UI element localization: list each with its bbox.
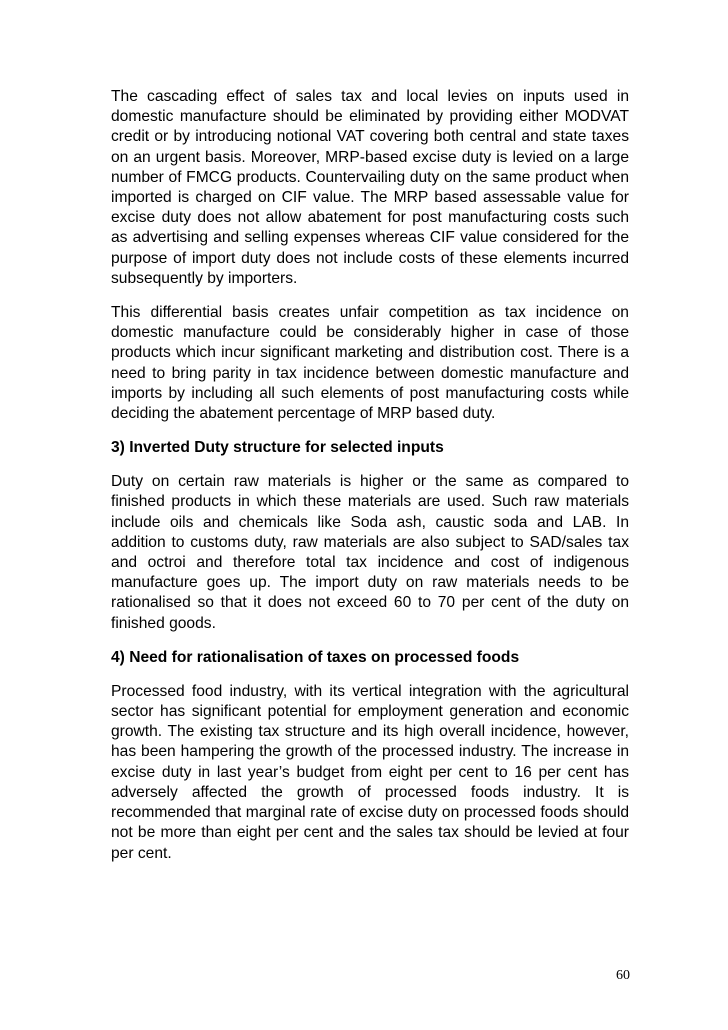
paragraph-differential-basis: This differential basis creates unfair competition as tax incidence on domestic manufacture could be considerably higher in case of those products which incur significant marketing and distribution cost. There is a need to bring parity in tax incidence between domestic manufacture and imports by including all such elements of post manufacturing costs while deciding the abatement percentage of MRP based duty. [111, 304, 629, 423]
paragraph-cascading-effect: The cascading effect of sales tax and local levies on inputs used in domestic manufacture should be eliminated by providing either MODVAT credit or by introducing notional VAT covering both central and state taxes on an urgent basis. Moreover, MRP-based excise duty is levied on a large number of FMCG products. Countervailing duty on the same product when imported is charged on CIF value. The MRP based assessable value for excise duty does not allow abatement for post manufacturing costs such as advertising and selling expenses whereas CIF value considered for the purpose of import duty does not include costs of these elements incurred subsequently by importers. [111, 88, 629, 287]
section-heading-inverted-duty: 3) Inverted Duty structure for selected inputs [111, 439, 444, 457]
document-page [111, 87, 629, 878]
section-heading-processed-foods: 4) Need for rationalisation of taxes on processed foods [111, 648, 520, 666]
paragraph-raw-materials-duty: Duty on certain raw materials is higher or the same as compared to finished products in which these materials are used. Such raw materials include oils and chemicals like Soda ash, caustic soda and LAB. In addition to customs duty, raw materials are also subject to SAD/sales tax and octroi and therefore total tax incidence and cost of indigenous manufacture goes up. The import duty on raw materials needs to be rationalised so that it does not exceed 60 to 70 per cent of the duty on finished goods. [111, 473, 629, 632]
paragraph-processed-food-industry: Processed food industry, with its vertical integration with the agricultural sector has significant potential for employment generation and economic growth. The existing tax structure and its high overall incidence, however, has been hampering the growth of the processed industry. The increase in excise duty in last year’s budget from eight per cent to 16 per cent has adversely affected the growth of processed foods industry. It is recommended that marginal rate of excise duty on processed foods should not be more than eight per cent and the sales tax should be levied at four per cent. [111, 682, 629, 862]
page-number: 60 [616, 968, 630, 983]
